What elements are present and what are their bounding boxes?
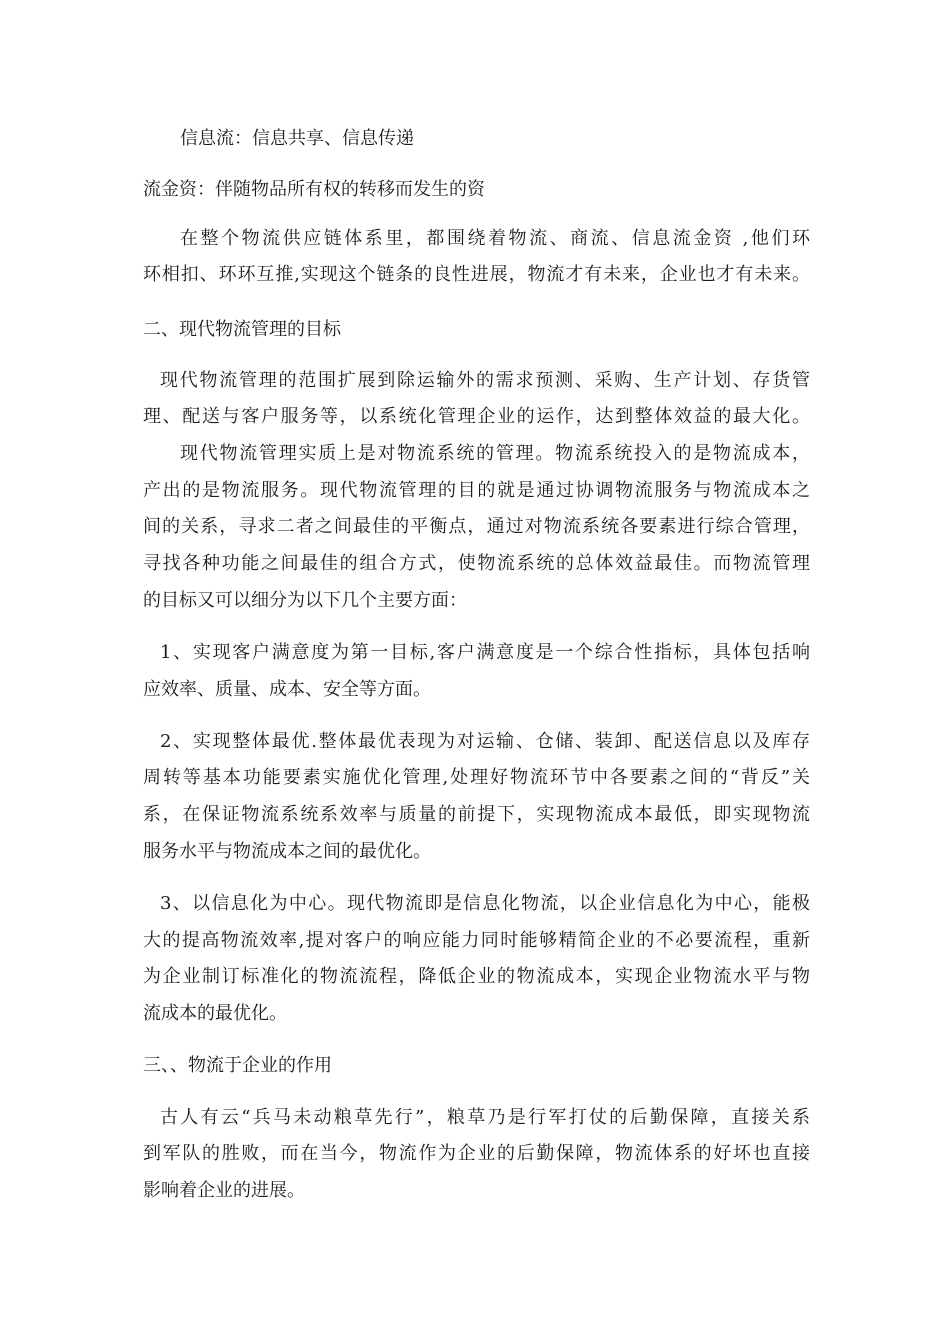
paragraph-line: 的目标又可以细分为以下几个主要方面： xyxy=(143,590,467,611)
list-item-three-line: 大的提高物流效率,提对客户的响应能力同时能够精简企业的不必要流程，重新 xyxy=(143,930,810,951)
paragraph-line: 理、配送与客户服务等，以系统化管理企业的运作，达到整体效益的最大化。 xyxy=(143,406,810,427)
section-heading-three: 三、、物流于企业的作用 xyxy=(143,1055,332,1076)
list-item-two-line: 2、实现整体最优.整体最优表现为对运输、仓储、装卸、配送信息以及库存 xyxy=(160,731,810,752)
list-item-two-line: 周转等基本功能要素实施优化管理,处理好物流环节中各要素之间的“背反”关 xyxy=(143,767,810,788)
paragraph-line: 影响着企业的进展。 xyxy=(143,1180,305,1201)
list-item-one-line: 1、实现客户满意度为第一目标,客户满意度是一个综合性指标，具体包括响 xyxy=(160,642,810,663)
section-heading-two: 二、现代物流管理的目标 xyxy=(143,319,341,340)
capital-flow-line: 流金资：伴随物品所有权的转移而发生的资 xyxy=(143,179,485,200)
paragraph-line: 到军队的胜败，而在当今，物流作为企业的后勤保障，物流体系的好坏也直接 xyxy=(143,1143,810,1164)
paragraph-line: 产出的是物流服务。现代物流管理的目的就是通过协调物流服务与物流成本之 xyxy=(143,480,810,501)
list-item-three-line: 流成本的最优化。 xyxy=(143,1003,287,1024)
list-item-two-line: 系，在保证物流系统系效率与质量的前提下，实现物流成本最低，即实现物流 xyxy=(143,804,810,825)
list-item-three-line: 为企业制订标准化的物流流程，降低企业的物流成本，实现企业物流水平与物 xyxy=(143,966,810,987)
info-flow-line: 信息流：信息共享、信息传递 xyxy=(180,128,414,149)
paragraph-line: 古人有云“兵马未动粮草先行”，粮草乃是行军打仗的后勤保障，直接关系 xyxy=(160,1107,810,1128)
paragraph-line: 在整个物流供应链体系里，都围绕着物流、商流、信息流金资 ,他们环 xyxy=(180,228,810,249)
paragraph-line: 间的关系，寻求二者之间最佳的平衡点，通过对物流系统各要素进行综合管理， xyxy=(143,516,810,537)
list-item-three-line: 3、以信息化为中心。现代物流即是信息化物流，以企业信息化为中心，能极 xyxy=(160,893,810,914)
paragraph-line: 环相扣、环环互推,实现这个链条的良性进展，物流才有未来，企业也才有未来。 xyxy=(143,264,810,285)
paragraph-line: 现代物流管理实质上是对物流系统的管理。物流系统投入的是物流成本， xyxy=(180,443,810,464)
paragraph-line: 现代物流管理的范围扩展到除运输外的需求预测、采购、生产计划、存货管 xyxy=(160,370,810,391)
list-item-two-line: 服务水平与物流成本之间的最优化。 xyxy=(143,841,431,862)
list-item-one-line: 应效率、质量、成本、安全等方面。 xyxy=(143,679,431,700)
paragraph-line: 寻找各种功能之间最佳的组合方式，使物流系统的总体效益最佳。而物流管理 xyxy=(143,553,810,574)
